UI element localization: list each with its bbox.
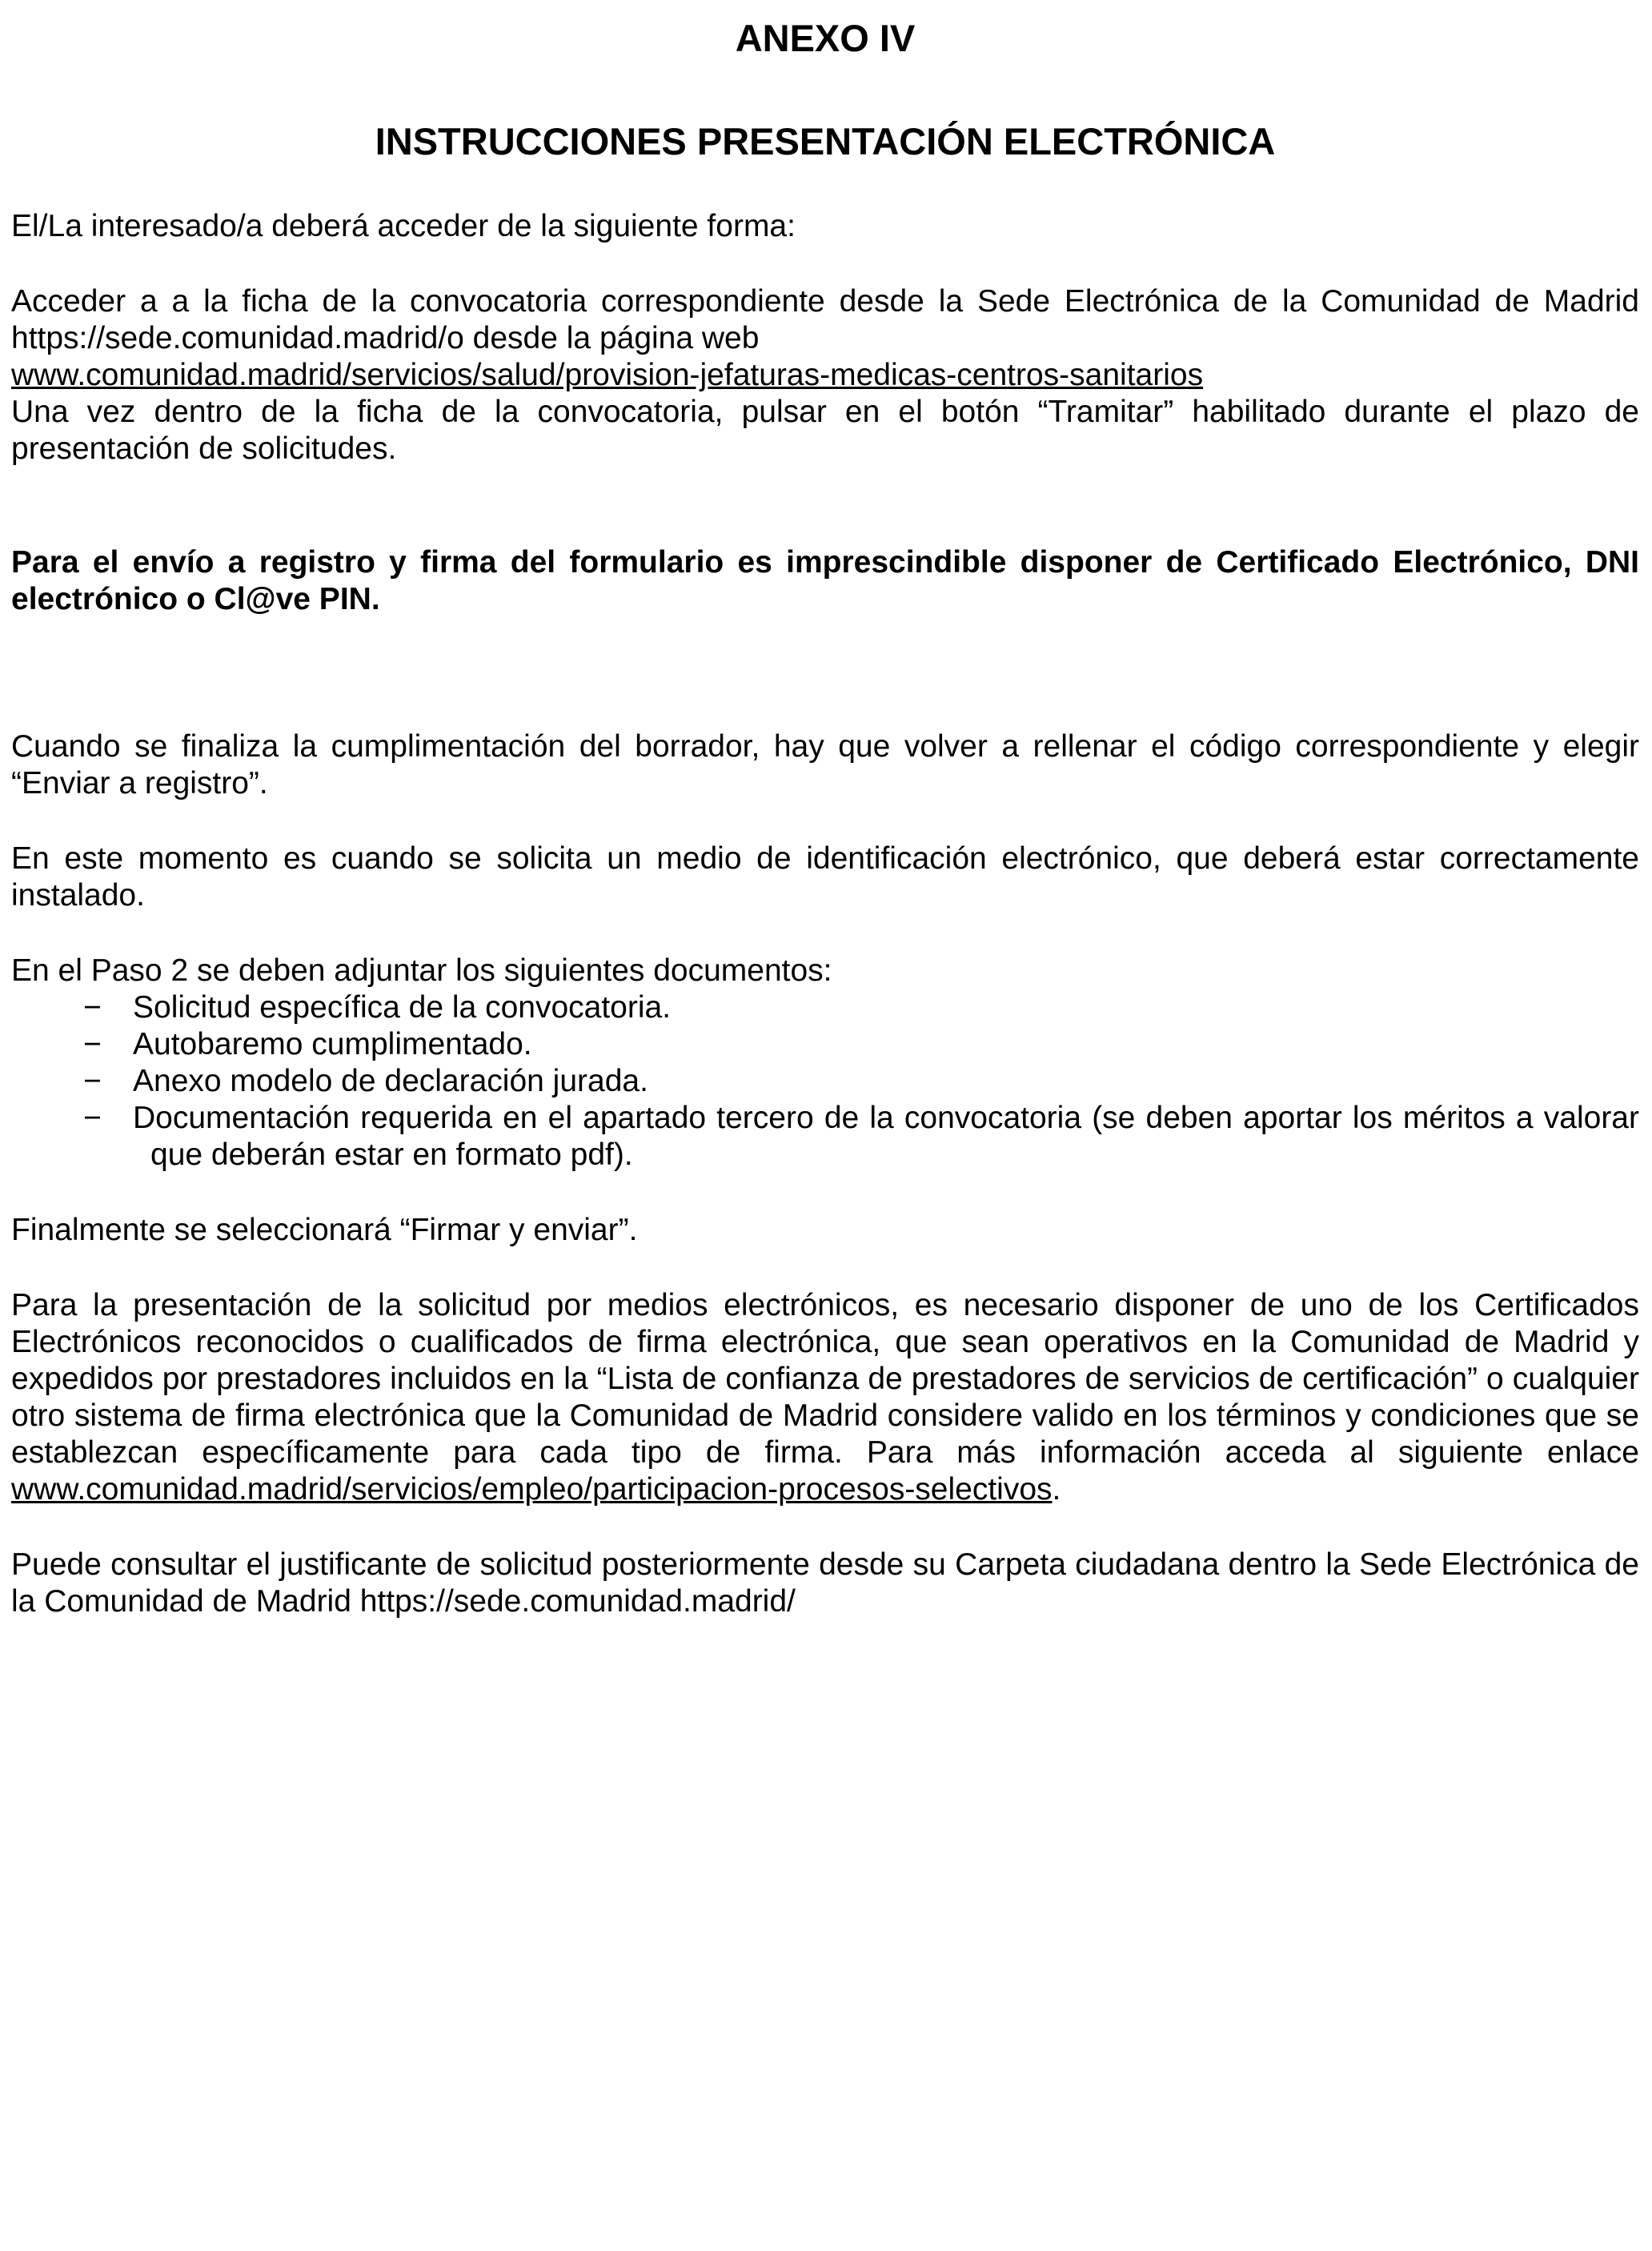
final-selection-paragraph: Finalmente se seleccionará “Firmar y enviar”. bbox=[11, 1213, 638, 1247]
access-paragraph bbox=[11, 283, 1639, 467]
access-text-line2: Una vez dentro de la ficha de la convocatoria, pulsar en el botón “Tramitar” habilitado durante el plazo de presentación de solicitudes. bbox=[11, 395, 1639, 466]
presentation-text-after: . bbox=[1052, 1472, 1061, 1507]
intro-paragraph: El/La interesado/a deberá acceder de la siguiente forma: bbox=[11, 209, 796, 243]
receipt-consultation-paragraph: Puede consultar el justificante de solicitud posteriormente desde su Carpeta ciudadana dentro la Sede Electrónica de la Comunidad de Madrid https://sede.comunidad.madrid/ bbox=[11, 1547, 1639, 1619]
borrador-paragraph: Cuando se finaliza la cumplimentación del borrador, hay que volver a rellenar el código correspondiente y elegir “Enviar a registro”. bbox=[11, 729, 1639, 800]
list-item bbox=[11, 1063, 1639, 1100]
certificate-requirement-paragraph: Para el envío a registro y firma del formulario es imprescindible disponer de Certificado Electrónico, DNI electrónico o Cl@ve PIN. bbox=[11, 545, 1639, 616]
presentation-text: Para la presentación de la solicitud por medios electrónicos, es necesario disponer de uno de los Certificados Electrónicos reconocidos o cualificados de firma electrónica, que sean operativos en la Comunidad de Madrid y expedidos por prestadores incluidos en la “Lista de confianza de prestadores de servicios de certificación” o cualquier otro sistema de firma electrónica que la Comunidad de Madrid considere valido en los términos y condiciones que se establezcan específicamente para cada tipo de firma. Para más información acceda al siguiente enlace bbox=[11, 1288, 1639, 1470]
list-item-text: Documentación requerida en el apartado tercero de la convocatoria (se deben aportar los méritos a valorar que deberán estar en formato pdf). bbox=[133, 1101, 1639, 1172]
list-bullet: − bbox=[83, 990, 102, 1025]
list-item-text: Anexo modelo de declaración jurada. bbox=[133, 1064, 648, 1098]
presentation-requirements-paragraph bbox=[11, 1287, 1639, 1508]
list-bullet: − bbox=[83, 1027, 102, 1061]
instructions-title: INSTRUCCIONES PRESENTACIÓN ELECTRÓNICA bbox=[375, 120, 1276, 163]
list-item-text: Autobaremo cumplimentado. bbox=[133, 1027, 532, 1061]
identification-paragraph: En este momento es cuando se solicita un medio de identificación electrónico, que deberá estar correctamente instalado. bbox=[11, 841, 1639, 913]
paso2-paragraph: En el Paso 2 se deben adjuntar los siguientes documentos: bbox=[11, 953, 832, 988]
required-documents-list bbox=[11, 989, 1639, 1174]
list-item-text: Solicitud específica de la convocatoria. bbox=[133, 990, 672, 1025]
list-item bbox=[11, 1026, 1639, 1063]
list-item bbox=[11, 1100, 1639, 1174]
annex-title: ANEXO IV bbox=[735, 17, 916, 59]
access-text-line1: Acceder a a la ficha de la convocatoria correspondiente desde la Sede Electrónica de la Comunidad de Madrid https://sede.comunidad.madrid/o desde la página web bbox=[11, 284, 1639, 355]
link-procesos-selectivos[interactable]: www.comunidad.madrid/servicios/empleo/participacion-procesos-selectivos bbox=[11, 1472, 1053, 1507]
list-bullet: − bbox=[83, 1064, 102, 1098]
link-provision-jefaturas[interactable]: www.comunidad.madrid/servicios/salud/provision-jefaturas-medicas-centros-sanitarios bbox=[11, 358, 1204, 392]
list-item bbox=[11, 989, 1639, 1026]
list-bullet: − bbox=[83, 1101, 102, 1135]
